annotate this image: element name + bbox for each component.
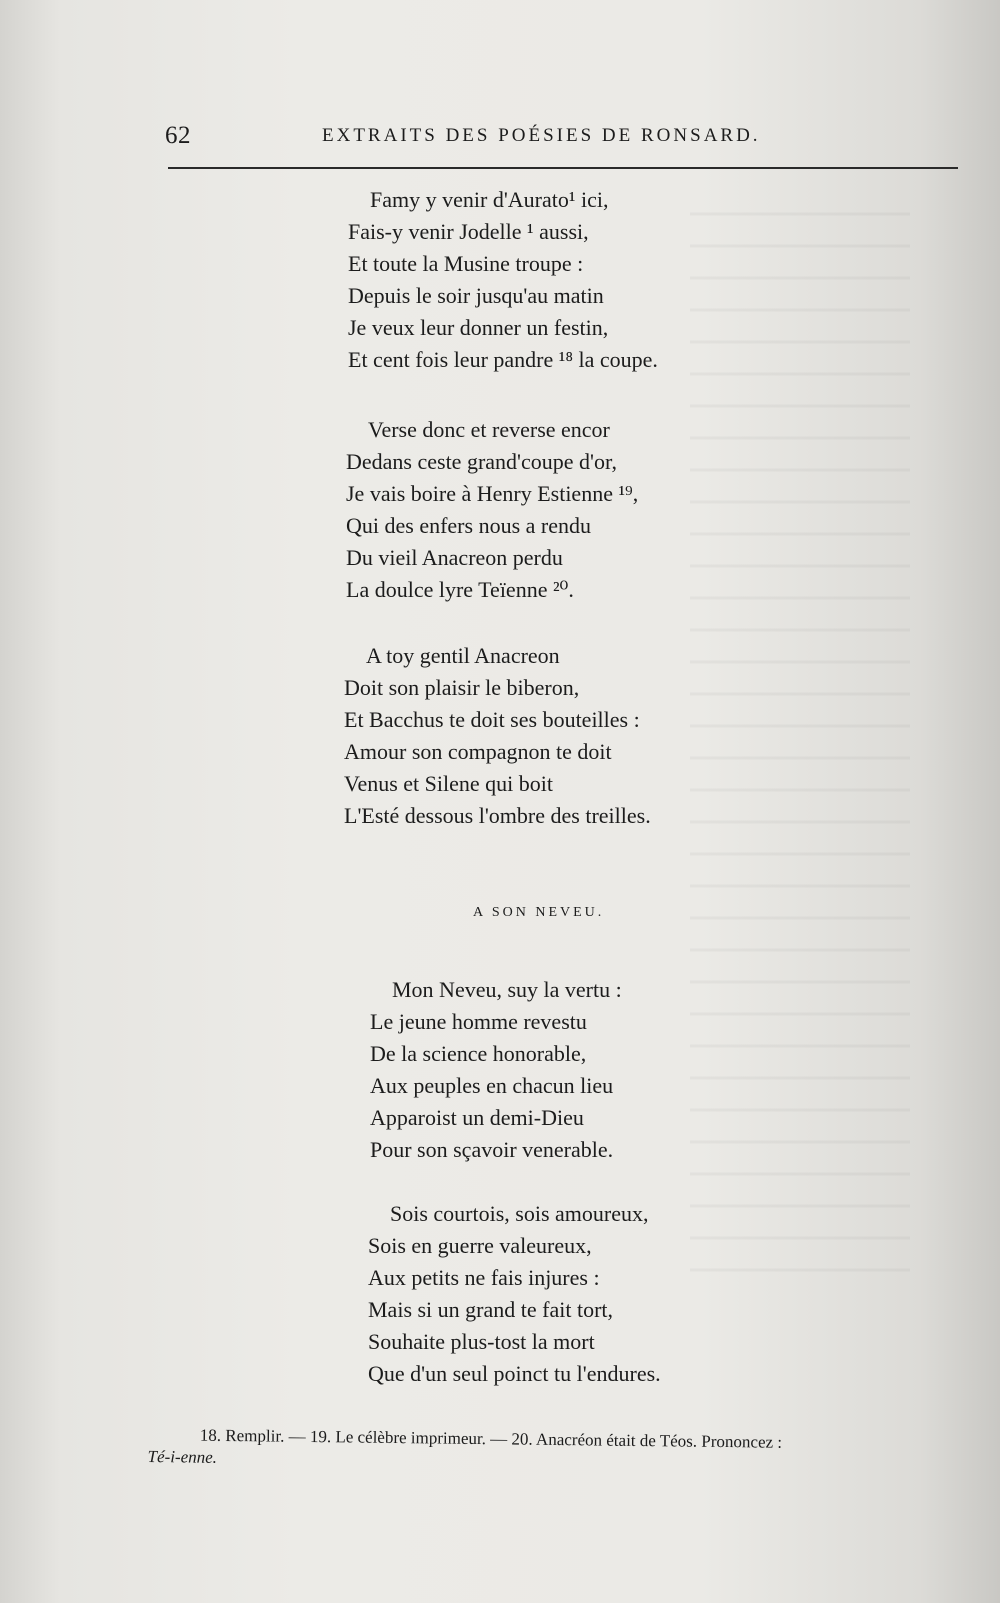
stanza-4: [370, 974, 622, 1166]
stanza-2: [346, 414, 638, 606]
verse-line: Sois courtois, sois amoureux,: [390, 1201, 649, 1226]
verse-line: Depuis le soir jusqu'au matin: [348, 283, 604, 308]
verse-line: Qui des enfers nous a rendu: [346, 513, 591, 538]
verse-line: Venus et Silene qui boit: [344, 771, 553, 796]
verse-line: Apparoist un demi-Dieu: [370, 1105, 584, 1130]
stanza-3: [344, 640, 651, 832]
stanza-1: [348, 184, 658, 376]
stanza-5: [368, 1198, 661, 1390]
page-number: 62: [165, 122, 191, 149]
verse-line: La doulce lyre Teïenne ²⁰.: [346, 577, 574, 602]
verse-line: Fais-y venir Jodelle ¹ aussi,: [348, 219, 589, 244]
verse-line: Mais si un grand te fait tort,: [368, 1297, 614, 1322]
verse-line: Du vieil Anacreon perdu: [346, 545, 563, 570]
verse-line: Pour son sçavoir venerable.: [370, 1137, 614, 1162]
verse-line: Et Bacchus te doit ses bouteilles :: [344, 707, 640, 732]
verse-line: Doit son plaisir le biberon,: [344, 675, 580, 700]
footnote-line: Té-i-enne.: [147, 1446, 218, 1467]
verse-line: Aux peuples en chacun lieu: [370, 1073, 614, 1098]
verse-line: Famy y venir d'Aurato¹ ici,: [370, 187, 609, 212]
verse-line: Souhaite plus-tost la mort: [368, 1329, 595, 1354]
verse-line: Et cent fois leur pandre ¹⁸ la coupe.: [348, 347, 658, 372]
verse-line: De la science honorable,: [370, 1041, 587, 1066]
section-title: A SON NEVEU.: [473, 905, 605, 920]
verse-line: Et toute la Musine troupe :: [348, 251, 584, 276]
verse-line: Je vais boire à Henry Estienne ¹⁹,: [346, 481, 639, 506]
page-header: [165, 122, 955, 152]
verse-line: Amour son compagnon te doit: [344, 739, 612, 764]
verse-line: A toy gentil Anacreon: [366, 643, 560, 668]
verse-line: Mon Neveu, suy la vertu :: [392, 977, 622, 1002]
verse-line: Le jeune homme revestu: [370, 1009, 587, 1034]
verse-line: Je veux leur donner un festin,: [348, 315, 609, 340]
header-rule: [168, 167, 958, 169]
verse-line: Aux petits ne fais injures :: [368, 1265, 600, 1290]
verse-line: Dedans ceste grand'coupe d'or,: [346, 449, 617, 474]
verse-line: Verse donc et reverse encor: [368, 417, 610, 442]
running-title: EXTRAITS DES POÉSIES DE RONSARD.: [322, 125, 761, 146]
verse-line: Que d'un seul poinct tu l'endures.: [368, 1361, 661, 1386]
footnote-line: 18. Remplir. — 19. Le célèbre imprimeur. — 20. Anacréon était de Téos. Prononcez :: [199, 1425, 783, 1452]
verse-line: L'Esté dessous l'ombre des treilles.: [344, 803, 651, 828]
footnotes: [147, 1424, 947, 1478]
show-through-text: [690, 190, 910, 1290]
verse-line: Sois en guerre valeureux,: [368, 1233, 592, 1258]
